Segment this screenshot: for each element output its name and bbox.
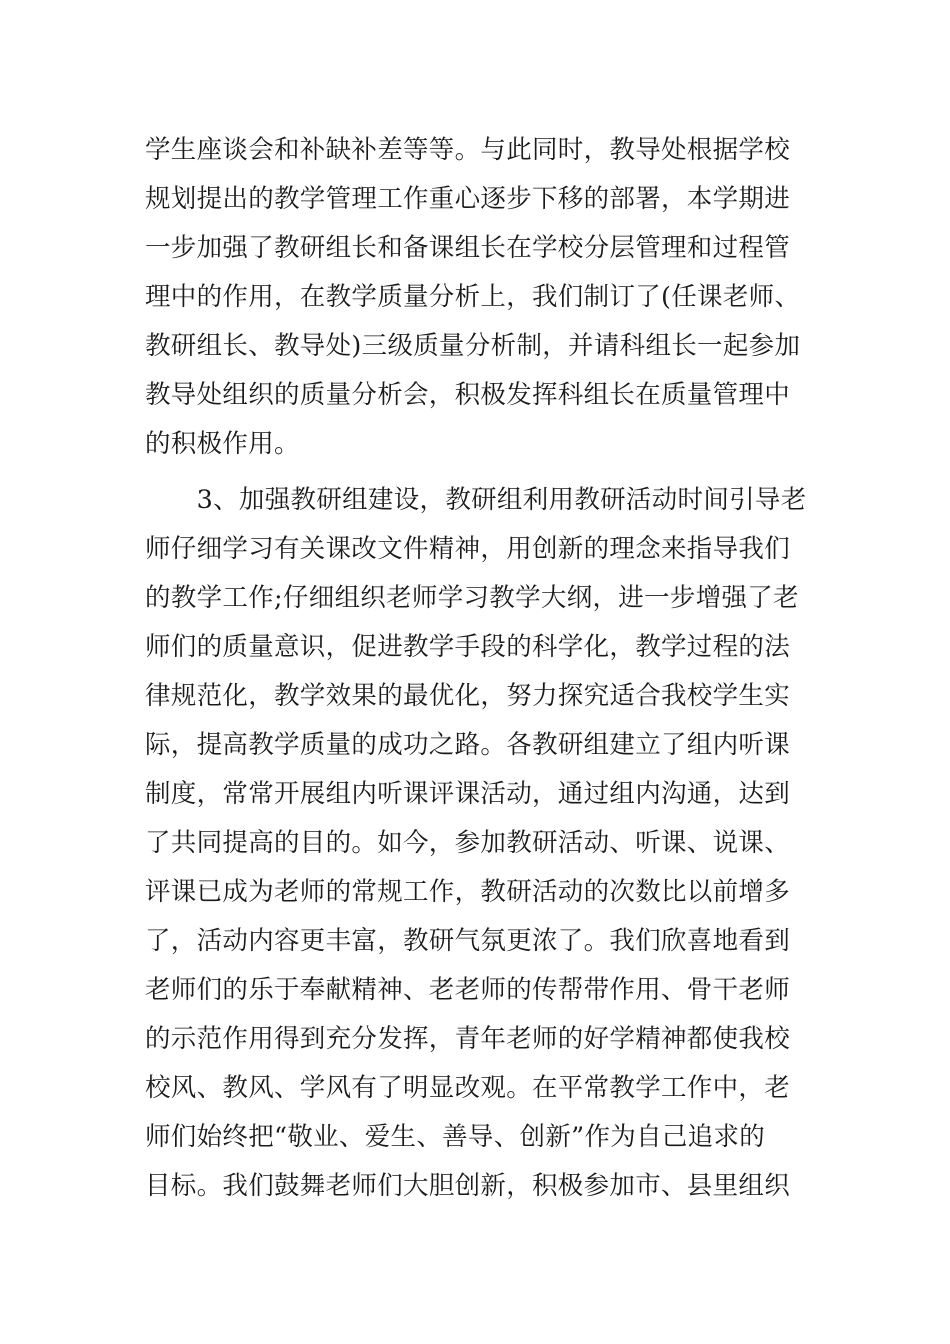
text-line: 规划提出的教学管理工作重心逐步下移的部署，本学期进 — [145, 184, 791, 214]
paragraph-2 — [145, 476, 810, 1211]
text-line: 一步加强了教研组长和备课组长在学校分层管理和过程管 — [145, 233, 791, 263]
text-line: 的积极作用。 — [145, 429, 300, 459]
text-line: 3、加强教研组建设，教研组利用教研活动时间引导老 — [145, 485, 807, 515]
text-line: 教导处组织的质量分析会，积极发挥科组长在质量管理中 — [145, 380, 791, 410]
text-line: 师们的质量意识，促进教学手段的科学化，教学过程的法 — [145, 632, 791, 662]
text-line: 学生座谈会和补缺补差等等。与此同时，教导处根据学校 — [145, 135, 791, 165]
text-line: 的教学工作;仔细组织老师学习教学大纲，进一步增强了老 — [145, 583, 799, 613]
text-line: 教研组长、教导处)三级质量分析制，并请科组长一起参加 — [145, 331, 801, 361]
text-line: 了共同提高的目的。如今，参加教研活动、听课、说课、 — [145, 828, 791, 858]
paragraph-1 — [145, 126, 810, 469]
text-line: 目标。我们鼓舞老师们大胆创新，积极参加市、县里组织 — [145, 1171, 791, 1201]
text-line: 师仔细学习有关课改文件精神，用创新的理念来指导我们 — [145, 534, 791, 564]
text-line: 评课已成为老师的常规工作，教研活动的次数比以前增多 — [145, 877, 791, 907]
text-line: 律规范化，教学效果的最优化，努力探究适合我校学生实 — [145, 681, 791, 711]
text-line: 老师们的乐于奉献精神、老老师的传帮带作用、骨干老师 — [145, 975, 791, 1005]
text-line: 校风、教风、学风有了明显改观。在平常教学工作中，老 — [145, 1073, 791, 1103]
text-line: 的示范作用得到充分发挥，青年老师的好学精神都使我校 — [145, 1024, 791, 1054]
text-line: 了，活动内容更丰富，教研气氛更浓了。我们欣喜地看到 — [145, 926, 791, 956]
text-line: 理中的作用，在教学质量分析上，我们制订了(任课老师、 — [145, 282, 801, 312]
text-line: 际，提高教学质量的成功之路。各教研组建立了组内听课 — [145, 730, 791, 760]
text-line: 制度，常常开展组内听课评课活动，通过组内沟通，达到 — [145, 779, 791, 809]
text-line: 师们始终把“敬业、爱生、善导、创新”作为自己追求的 — [145, 1122, 766, 1152]
